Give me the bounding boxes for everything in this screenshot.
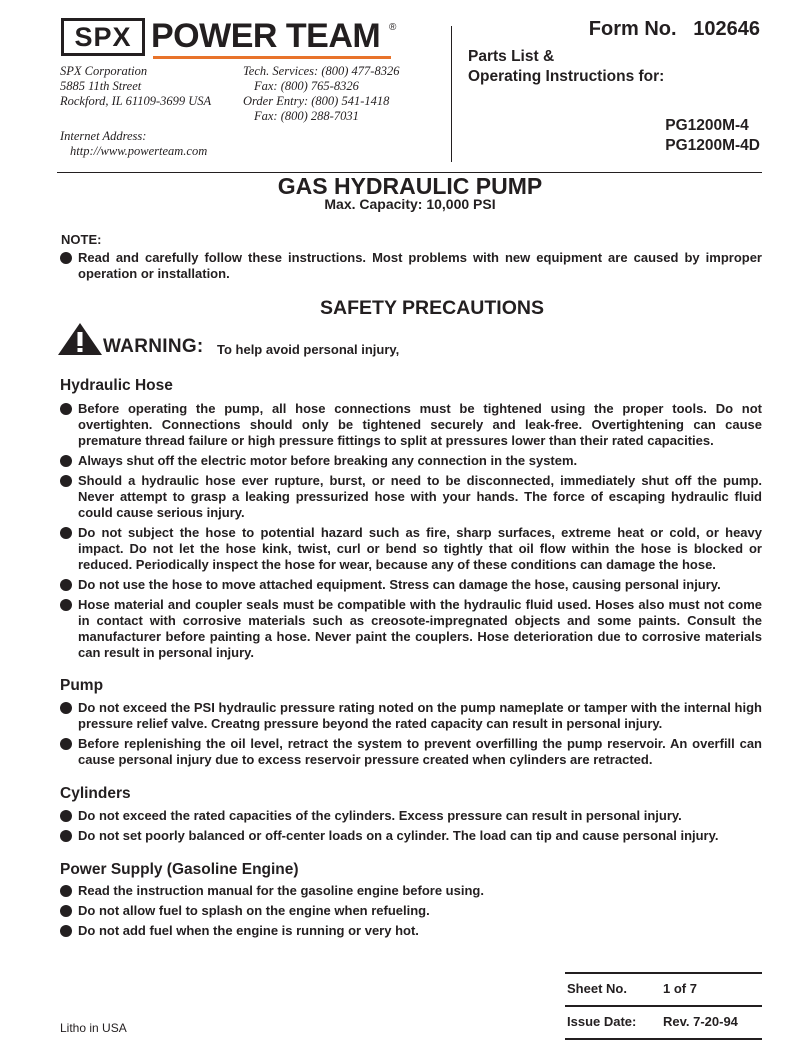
order-fax: Fax: (800) 288-7031 — [254, 109, 359, 123]
website-url[interactable]: http://www.powerteam.com — [70, 144, 208, 158]
model-2: PG1200M-4D — [665, 137, 760, 154]
parts-line-2: Operating Instructions for: — [468, 68, 665, 85]
form-label: Form No. — [588, 18, 677, 40]
model-1: PG1200M-4 — [665, 117, 749, 134]
bullet-icon — [60, 579, 72, 591]
registered-mark: ® — [389, 22, 397, 33]
warning-triangle-icon — [57, 322, 103, 356]
logo-underline — [153, 56, 391, 59]
list-item — [60, 453, 762, 469]
sheet-rule-mid — [565, 1005, 762, 1007]
litho-note: Litho in USA — [60, 1021, 127, 1035]
list-item — [60, 401, 762, 449]
section-heading-power-supply: Power Supply (Gasoline Engine) — [60, 861, 299, 878]
bullet-icon — [60, 252, 72, 264]
bullet-icon — [60, 905, 72, 917]
bullet-icon — [60, 475, 72, 487]
list-item-text: Do not subject the hose to potential hazard such as fire, sharp surfaces, extreme heat or cold, or heavy impact. Do not let the hose kink, twist, curl or bend so tightly that oil flow within the hose is blocked or reduced. Periodically inspect the hose for wear, because any of these conditions can damage the hose. — [78, 525, 762, 572]
order-entry: Order Entry: (800) 541-1418 — [243, 94, 390, 108]
parts-list-title — [468, 47, 664, 87]
section-heading-hydraulic-hose: Hydraulic Hose — [60, 377, 173, 394]
warning-text: To help avoid personal injury, — [217, 342, 400, 357]
tech-services: Tech. Services: (800) 477-8326 — [243, 64, 400, 78]
list-item-text: Read the instruction manual for the gasoline engine before using. — [78, 883, 484, 898]
list-item — [60, 525, 762, 573]
company-address — [60, 64, 211, 109]
bullet-icon — [60, 702, 72, 714]
issue-label: Issue Date: — [567, 1014, 637, 1029]
note-item — [60, 250, 762, 282]
internet-label: Internet Address: — [60, 129, 147, 143]
form-value: 102646 — [693, 18, 760, 40]
list-item — [60, 903, 762, 919]
list-item-text: Before operating the pump, all hose connections must be tightened using the proper tools. Do not overtighten. Connections should only be tightened securely and leak-free. Overtightening can cause premature thread failure or high pressure fittings to split at pressures lower than their rated capacities. — [78, 401, 762, 448]
sheet-rule-bottom — [565, 1038, 762, 1040]
bullet-icon — [60, 738, 72, 750]
list-item — [60, 808, 762, 824]
company-city: Rockford, IL 61109-3699 USA — [60, 94, 212, 108]
form-number — [589, 18, 760, 41]
bullet-icon — [60, 527, 72, 539]
list-item-text: Do not allow fuel to splash on the engine when refueling. — [78, 903, 430, 918]
bullet-icon — [60, 455, 72, 467]
note-list — [60, 250, 762, 286]
pump-list — [60, 700, 762, 772]
list-item — [60, 700, 762, 732]
issue-value: Rev. 7-20-94 — [663, 1014, 738, 1029]
power-supply-list — [60, 883, 762, 943]
note-text: Read and carefully follow these instructions. Most problems with new equipment are caused by improper operation or installation. — [78, 250, 762, 281]
list-item-text: Always shut off the electric motor before breaking any connection in the system. — [78, 453, 578, 468]
internet-address — [60, 129, 207, 159]
list-item — [60, 736, 762, 768]
list-item-text: Hose material and coupler seals must be compatible with the hydraulic fluid used. Hoses also must not come in contact with corrosive materials such as creosote-impregnated objects and some paints. Consult the manufacturer before painting a hose. Never paint the couplers. Hose deterioration due to corrosive materials can result in personal injury. — [78, 597, 762, 660]
bullet-icon — [60, 810, 72, 822]
list-item-text: Before replenishing the oil level, retract the system to prevent overfilling the pump reservoir. An overfill can cause personal injury due to excess reservoir pressure created when cylinders are retracted. — [78, 736, 762, 767]
power-team-wordmark: POWER TEAM — [151, 17, 381, 55]
bullet-icon — [60, 403, 72, 415]
safety-title: SAFETY PRECAUTIONS — [320, 297, 544, 319]
list-item — [60, 923, 762, 939]
hydraulic-hose-list — [60, 401, 762, 665]
company-name: SPX Corporation — [60, 64, 148, 78]
page-title: GAS HYDRAULIC PUMP — [277, 173, 543, 199]
section-heading-pump: Pump — [60, 677, 104, 694]
cylinders-list — [60, 808, 762, 848]
bullet-icon — [60, 925, 72, 937]
bullet-icon — [60, 599, 72, 611]
power-team-logo — [61, 18, 399, 58]
sheet-value: 1 of 7 — [663, 981, 697, 996]
note-label: NOTE: — [61, 232, 102, 247]
spx-logo-box: SPX — [61, 18, 145, 56]
sheet-label: Sheet No. — [567, 981, 627, 996]
warning-word: WARNING: — [103, 336, 204, 357]
list-item-text: Should a hydraulic hose ever rupture, burst, or need to be disconnected, immediately shut off the pump. Never attempt to grasp a leaking pressurized hose with your hands. The force of escaping hydraulic fluid could cause serious injury. — [78, 473, 762, 520]
list-item-text: Do not exceed the rated capacities of the cylinders. Excess pressure can result in personal injury. — [78, 808, 682, 823]
model-numbers — [665, 116, 760, 156]
company-street: 5885 11th Street — [60, 79, 142, 93]
list-item-text: Do not use the hose to move attached equipment. Stress can damage the hose, causing personal injury. — [78, 577, 721, 592]
contact-numbers — [243, 64, 399, 124]
bullet-icon — [60, 830, 72, 842]
list-item-text: Do not exceed the PSI hydraulic pressure rating noted on the pump nameplate or tamper with the internal high pressure relief valve. Creatng pressure beyond the rated capacity can result in personal injury. — [78, 700, 762, 731]
list-item-text: Do not add fuel when the engine is running or very hot. — [78, 923, 419, 938]
list-item — [60, 828, 762, 844]
list-item — [60, 597, 762, 661]
list-item — [60, 883, 762, 899]
list-item — [60, 577, 762, 593]
list-item — [60, 473, 762, 521]
page-subtitle: Max. Capacity: 10,000 PSI — [324, 196, 496, 212]
parts-line-1: Parts List & — [468, 48, 555, 65]
list-item-text: Do not set poorly balanced or off-center loads on a cylinder. The load can tip and cause personal injury. — [78, 828, 719, 843]
section-heading-cylinders: Cylinders — [60, 785, 131, 802]
tech-fax: Fax: (800) 765-8326 — [254, 79, 359, 93]
sheet-rule-top — [565, 972, 762, 974]
header-divider — [451, 26, 452, 162]
bullet-icon — [60, 885, 72, 897]
